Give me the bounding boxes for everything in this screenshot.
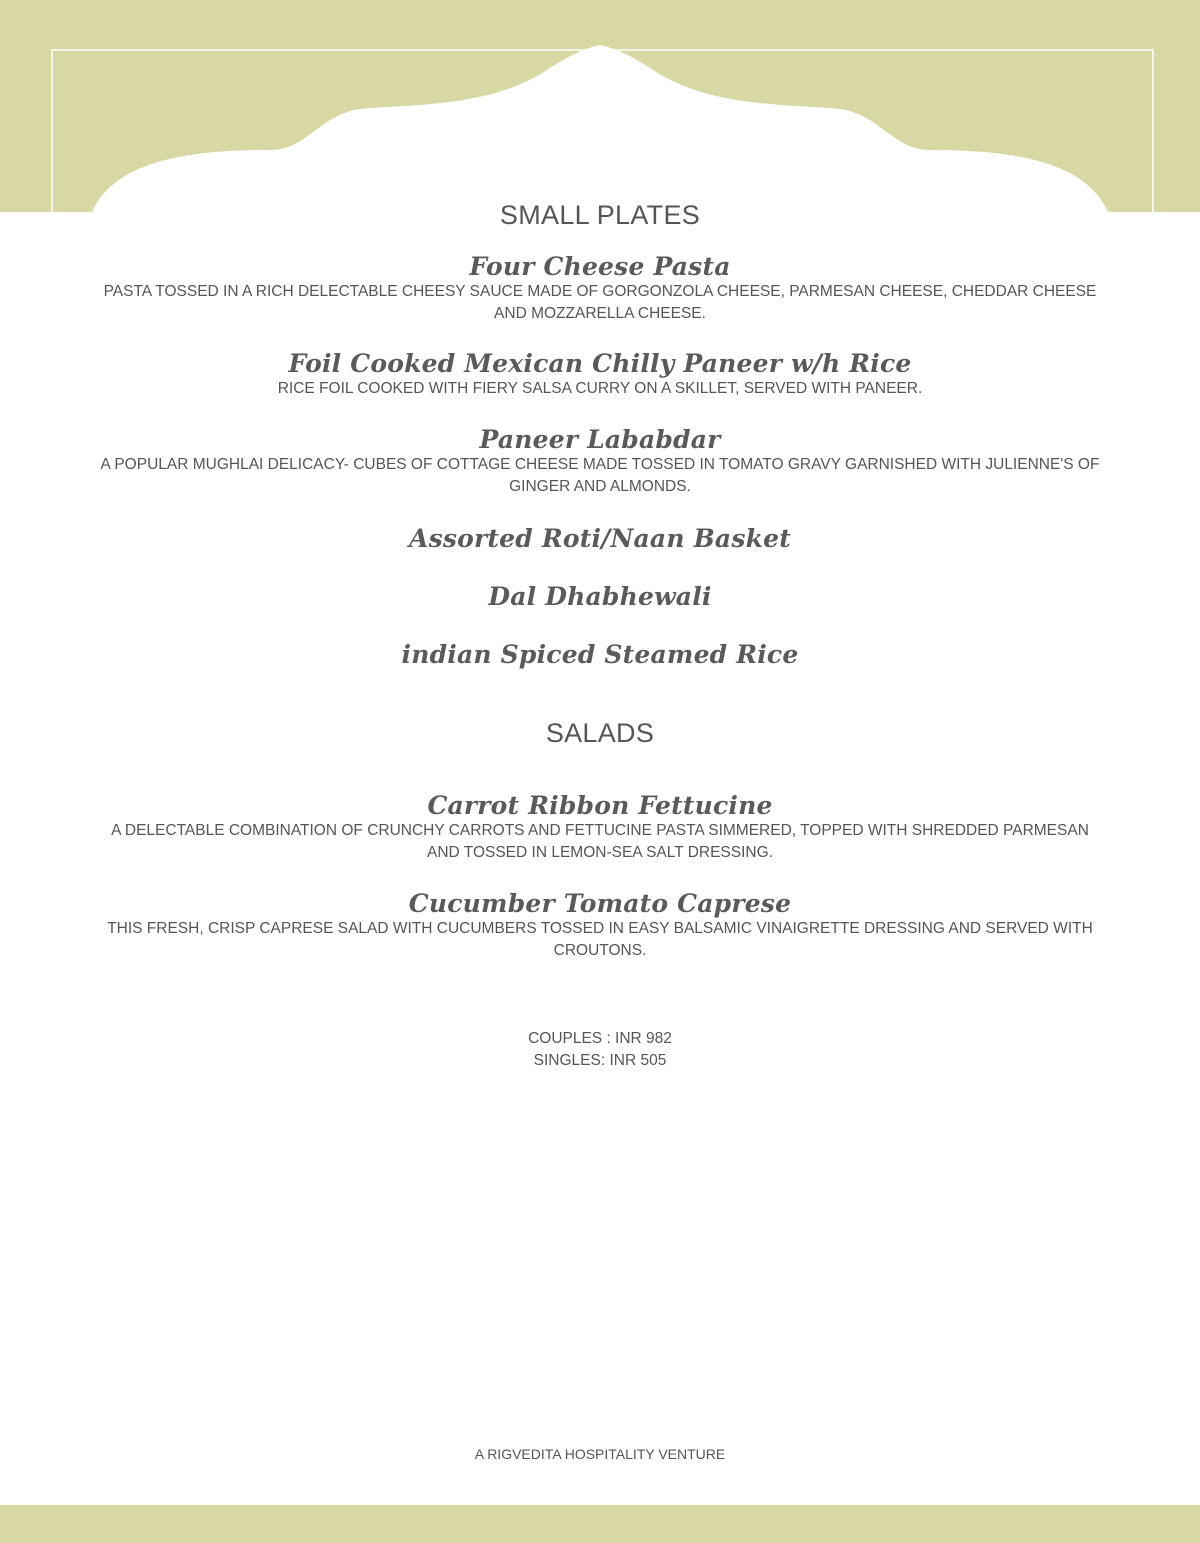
item-name: Dal Dhabhewali (488, 582, 712, 611)
section-title-small-plates: SMALL PLATES (499, 200, 701, 230)
menu-item (100, 792, 1100, 864)
item-name: Cucumber Tomato Caprese (408, 889, 792, 918)
menu-item (100, 525, 1100, 553)
menu-item (100, 426, 1100, 498)
menu-item (100, 641, 1100, 669)
item-name: Carrot Ribbon Fettucine (427, 791, 773, 820)
item-name: indian Spiced Steamed Rice (401, 640, 799, 669)
footer-text: A RIGVEDITA HOSPITALITY VENTURE (474, 1446, 726, 1462)
item-name: Paneer Lababdar (479, 425, 721, 454)
item-description: THIS FRESH, CRISP CAPRESE SALAD WITH CUCUMBERS TOSSED IN EASY BALSAMIC VINAIGRETTE DRESSING AND SERVED WITH CROUTONS. (107, 920, 1093, 959)
price-couples: COUPLES : INR 982 (528, 1030, 672, 1047)
menu-item (100, 583, 1100, 611)
price-singles: SINGLES: INR 505 (533, 1052, 667, 1069)
menu-item (100, 890, 1100, 962)
section-title-salads: SALADS (545, 718, 655, 748)
item-name: Assorted Roti/Naan Basket (409, 524, 791, 553)
item-description: RICE FOIL COOKED WITH FIERY SALSA CURRY ON A SKILLET, SERVED WITH PANEER. (277, 380, 923, 397)
item-description: A POPULAR MUGHLAI DELICACY- CUBES OF COTTAGE CHEESE MADE TOSSED IN TOMATO GRAVY GARNISHED WITH JULIENNE'S OF GINGER AND ALMONDS. (100, 456, 1100, 495)
item-name: Four Cheese Pasta (469, 252, 731, 281)
menu-item (100, 350, 1100, 400)
item-name: Foil Cooked Mexican Chilly Paneer w/h Rice (288, 349, 912, 378)
menu-item (100, 253, 1100, 325)
price-block (0, 1028, 1200, 1072)
item-description: A DELECTABLE COMBINATION OF CRUNCHY CARROTS AND FETTUCINE PASTA SIMMERED, TOPPED WITH SHREDDED PARMESAN AND TOSSED IN LEMON-SEA SALT DRESSING. (111, 822, 1089, 861)
item-description: PASTA TOSSED IN A RICH DELECTABLE CHEESY SAUCE MADE OF GORGONZOLA CHEESE, PARMESAN CHEESE, CHEDDAR CHEESE AND MOZZARELLA CHEESE. (103, 283, 1097, 322)
